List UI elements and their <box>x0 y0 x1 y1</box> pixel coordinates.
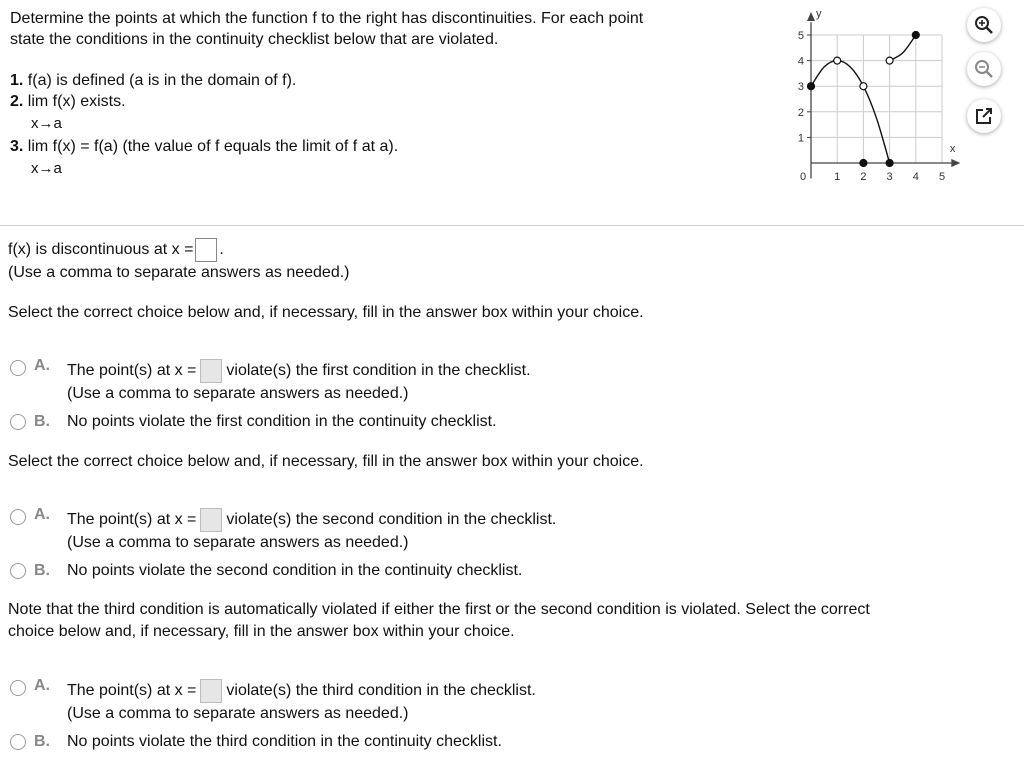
choice-a-hint: (Use a comma to separate answers as needed.) <box>67 385 409 402</box>
choice-text: The point(s) at x = <box>67 682 197 700</box>
y-tick-label: 4 <box>797 55 804 68</box>
closed-point <box>808 83 815 90</box>
limit-subscript: x→a <box>31 115 62 132</box>
x-tick-label: 4 <box>912 171 919 183</box>
y-axis-label: y <box>816 8 822 21</box>
choice-b-label: B. <box>34 562 50 579</box>
open-point <box>860 83 867 90</box>
origin-label: 0 <box>800 171 807 183</box>
zoom-in-icon <box>974 15 994 35</box>
divider <box>0 225 1024 226</box>
limit-subscript: x→a <box>31 160 62 177</box>
instruction: Select the correct choice below and, if necessary, fill in the answer box within your choice. <box>8 304 644 321</box>
item-number: 1. <box>10 72 24 89</box>
y-tick-label: 1 <box>797 132 804 145</box>
prompt-line-2: state the conditions in the continuity checklist below that are violated. <box>10 31 499 48</box>
checklist-item-1 <box>10 72 296 90</box>
function-graph <box>780 0 970 190</box>
choice-a-answer-input[interactable] <box>200 359 222 383</box>
closed-point <box>886 160 893 167</box>
choice-text: The point(s) at x = <box>67 511 197 529</box>
x-tick-label: 2 <box>860 171 867 183</box>
choice-a-text <box>67 359 531 383</box>
choice-a-hint: (Use a comma to separate answers as needed.) <box>67 705 409 722</box>
choice-text: violate(s) the first condition in the checklist. <box>226 362 531 380</box>
discontinuity-question <box>8 238 224 262</box>
x-tick-label: 3 <box>886 171 893 183</box>
question-text: f(x) is discontinuous at x = <box>8 241 194 259</box>
choice-text: violate(s) the third condition in the checklist. <box>226 682 536 700</box>
checklist-item-2 <box>10 93 126 111</box>
choice-b-radio[interactable] <box>10 734 26 750</box>
y-tick-label: 3 <box>797 81 804 94</box>
choice-a-radio[interactable] <box>10 680 26 696</box>
instruction: Select the correct choice below and, if necessary, fill in the answer box within your choice. <box>8 453 644 470</box>
item-text: lim f(x) = f(a) (the value of f equals the limit of f at a). <box>27 138 399 155</box>
function-curve <box>890 35 916 61</box>
choice-a-label: A. <box>34 506 50 523</box>
item-number: 3. <box>10 138 24 155</box>
item-number: 2. <box>10 93 24 110</box>
x-axis-arrow <box>951 159 960 167</box>
choice-text: The point(s) at x = <box>67 362 197 380</box>
period: . <box>219 241 224 259</box>
choice-a-text <box>67 679 536 703</box>
zoom-out-icon <box>974 59 994 79</box>
closed-point <box>912 32 919 39</box>
discontinuity-answer-input[interactable] <box>195 238 217 262</box>
item-text: f(a) is defined (a is in the domain of f). <box>27 72 297 89</box>
choice-a-answer-input[interactable] <box>200 508 222 532</box>
closed-point <box>860 160 867 167</box>
choice-b-radio[interactable] <box>10 563 26 579</box>
choice-a-label: A. <box>34 677 50 694</box>
zoom-out-button[interactable] <box>967 52 1001 86</box>
choice-b-label: B. <box>34 413 50 430</box>
hint: (Use a comma to separate answers as needed.) <box>8 264 350 281</box>
note-line-1: Note that the third condition is automatically violated if either the first or the second condition is violated. Select the correct <box>8 601 870 618</box>
choice-b-text: No points violate the second condition in the continuity checklist. <box>67 562 523 579</box>
item-text: lim f(x) exists. <box>27 93 126 110</box>
x-axis-label: x <box>949 143 956 155</box>
popout-icon <box>975 107 993 125</box>
open-point <box>886 57 893 64</box>
checklist-item-3 <box>10 138 398 156</box>
prompt-line-1: Determine the points at which the function f to the right has discontinuities. For each point <box>10 10 644 27</box>
y-axis-arrow <box>807 12 815 21</box>
y-tick-label: 5 <box>797 30 804 42</box>
y-tick-label: 2 <box>797 106 804 119</box>
x-tick-label: 5 <box>938 171 946 183</box>
choice-b-radio[interactable] <box>10 414 26 430</box>
choice-text: violate(s) the second condition in the checklist. <box>226 511 557 529</box>
popout-button[interactable] <box>967 99 1001 133</box>
zoom-in-button[interactable] <box>967 8 1001 42</box>
choice-a-label: A. <box>34 357 50 374</box>
open-point <box>834 57 841 64</box>
note-line-2: choice below and, if necessary, fill in the answer box within your choice. <box>8 623 515 640</box>
choice-a-text <box>67 508 556 532</box>
choice-a-hint: (Use a comma to separate answers as needed.) <box>67 534 409 551</box>
choice-a-radio[interactable] <box>10 509 26 525</box>
choice-b-text: No points violate the third condition in the continuity checklist. <box>67 733 502 750</box>
x-tick-label: 1 <box>834 171 841 183</box>
choice-a-answer-input[interactable] <box>200 679 222 703</box>
choice-a-radio[interactable] <box>10 360 26 376</box>
choice-b-label: B. <box>34 733 50 750</box>
choice-b-text: No points violate the first condition in the continuity checklist. <box>67 413 497 430</box>
